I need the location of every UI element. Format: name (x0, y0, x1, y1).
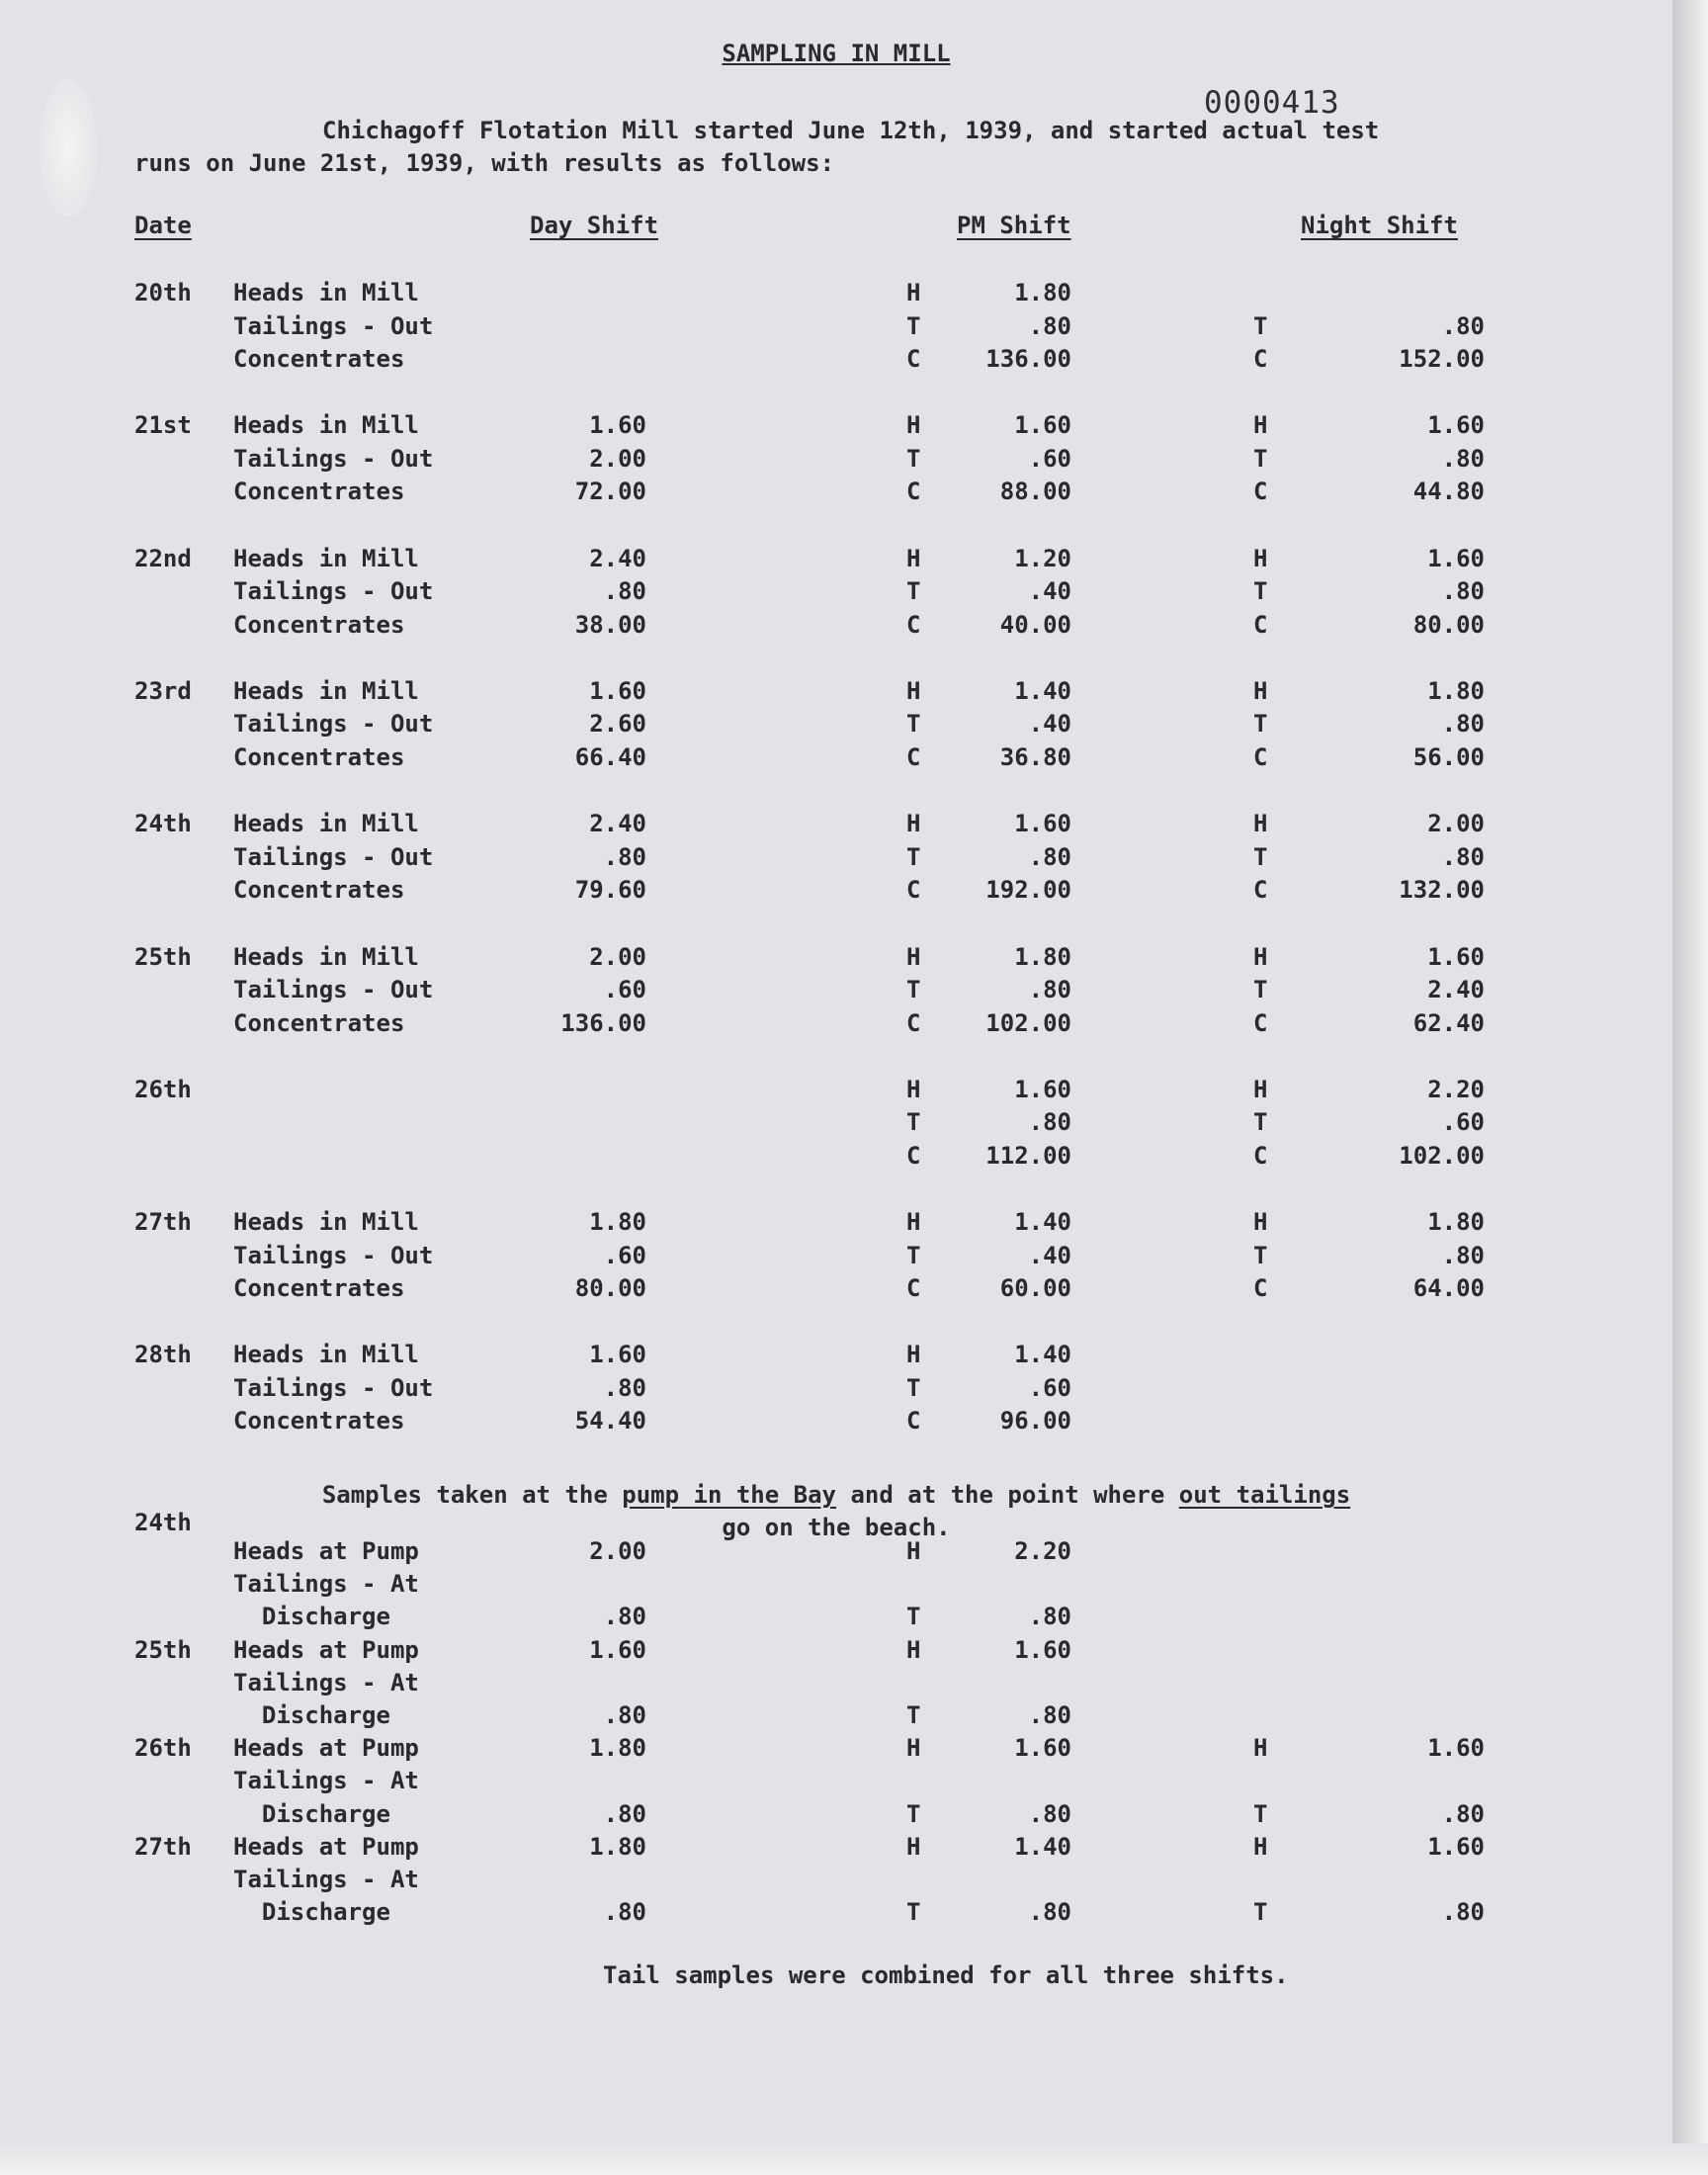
day-shift-value: 1.60 (589, 1635, 646, 1664)
pm-shift-value: .80 (1028, 1799, 1071, 1828)
label-cell: Tailings - Out (233, 1373, 434, 1402)
label-cell: Discharge (233, 1898, 390, 1927)
pm-shift-value: 1.80 (1014, 279, 1071, 306)
label-cell: Tailings - Out (233, 311, 434, 340)
table-row (0, 545, 1672, 577)
pm-shift-value: 102.00 (985, 1008, 1071, 1037)
pm-shift-value: .60 (1028, 1373, 1071, 1402)
pm-shift-value: 88.00 (999, 478, 1071, 506)
pm-shift-value: 192.00 (985, 876, 1071, 905)
night-shift-value: .80 (1441, 1898, 1485, 1927)
night-shift-code: C (1253, 1008, 1268, 1037)
pm-shift-code: C (906, 1407, 921, 1436)
night-shift-code: H (1253, 1832, 1268, 1861)
pm-shift-value: .80 (1028, 1108, 1071, 1137)
night-shift-value: .80 (1441, 311, 1485, 340)
table-row (0, 876, 1672, 909)
night-shift-code: T (1253, 710, 1268, 739)
pm-shift-code: H (906, 1635, 921, 1664)
label-cell: Heads in Mill (233, 411, 419, 440)
day-shift-value: .80 (603, 577, 646, 606)
pm-shift-code: H (906, 279, 921, 306)
day-shift-value: 72.00 (574, 478, 646, 506)
night-shift-value: 62.40 (1412, 1008, 1485, 1037)
label-cell: Heads at Pump (233, 1635, 419, 1664)
date-cell: 28th (134, 1341, 192, 1369)
table-row (0, 577, 1672, 610)
label-cell: Tailings - At (233, 1668, 419, 1696)
label-cell: Concentrates (233, 610, 405, 639)
table-row (0, 1636, 1672, 1669)
document-number: 0000413 (1204, 85, 1340, 121)
pm-shift-value: 1.60 (1014, 1734, 1071, 1763)
night-shift-code: C (1253, 1141, 1268, 1170)
night-shift-code: T (1253, 311, 1268, 340)
table-row (0, 1833, 1672, 1866)
pm-shift-value: .80 (1028, 842, 1071, 871)
pm-shift-value: .40 (1028, 710, 1071, 739)
day-shift-value: .60 (603, 976, 646, 1003)
label-cell: Heads in Mill (233, 810, 419, 838)
page-edge-right (1672, 0, 1708, 2175)
pm-shift-code: T (906, 710, 921, 739)
night-shift-value: 1.60 (1427, 544, 1485, 572)
header-night-shift: Night Shift (1301, 212, 1458, 239)
night-shift-code: T (1253, 1799, 1268, 1828)
night-shift-value: 102.00 (1399, 1141, 1485, 1170)
pm-shift-code: H (906, 1537, 921, 1565)
pm-shift-value: .80 (1028, 1898, 1071, 1927)
night-shift-value: 1.60 (1427, 411, 1485, 440)
night-shift-value: .80 (1441, 842, 1485, 871)
day-shift-value: 79.60 (574, 876, 646, 905)
table-row (0, 1570, 1672, 1603)
night-shift-code: H (1253, 1734, 1268, 1763)
label-cell: Heads at Pump (233, 1537, 419, 1565)
table-row (0, 1734, 1672, 1767)
pm-shift-code: H (906, 1208, 921, 1237)
label-cell: Tailings - At (233, 1570, 419, 1599)
night-shift-code: H (1253, 544, 1268, 572)
pm-shift-code: C (906, 1274, 921, 1303)
day-shift-value: .80 (603, 1799, 646, 1828)
pm-shift-code: C (906, 1008, 921, 1037)
night-shift-value: 1.80 (1427, 1208, 1485, 1237)
table-row (0, 943, 1672, 976)
day-shift-value: .80 (603, 842, 646, 871)
night-shift-code: H (1253, 1208, 1268, 1237)
label-cell: Concentrates (233, 1407, 405, 1436)
paper-stain (40, 79, 97, 218)
date-cell: 24th (134, 810, 192, 838)
pm-shift-value: 1.20 (1014, 544, 1071, 572)
table-row (0, 1407, 1672, 1439)
label-cell: Heads at Pump (233, 1734, 419, 1763)
label-cell: Discharge (233, 1603, 390, 1631)
table-row (0, 743, 1672, 776)
label-cell: Tailings - Out (233, 577, 434, 606)
night-shift-code: C (1253, 1274, 1268, 1303)
date-cell: 20th (134, 279, 192, 306)
night-shift-code: T (1253, 444, 1268, 473)
pm-shift-value: 1.60 (1014, 411, 1071, 440)
night-shift-code: T (1253, 1898, 1268, 1927)
label-cell: Heads in Mill (233, 544, 419, 572)
intro-paragraph (134, 115, 1538, 180)
table-row (0, 611, 1672, 644)
pm-shift-code: T (906, 577, 921, 606)
pm-shift-value: 1.80 (1014, 942, 1071, 971)
pm-shift-code: H (906, 544, 921, 572)
label-cell: Heads in Mill (233, 676, 419, 705)
night-shift-value: 56.00 (1412, 742, 1485, 771)
table-row (0, 1898, 1672, 1931)
pm-shift-value: 36.80 (999, 742, 1071, 771)
pm-shift-value: 60.00 (999, 1274, 1071, 1303)
pm-shift-code: H (906, 1832, 921, 1861)
table-row (0, 1341, 1672, 1373)
label-cell: Tailings - Out (233, 444, 434, 473)
date-cell: 26th (134, 1075, 192, 1103)
night-shift-value: 2.20 (1427, 1075, 1485, 1103)
night-shift-value: 1.60 (1427, 942, 1485, 971)
day-shift-value: 2.00 (589, 942, 646, 971)
table-row (0, 976, 1672, 1008)
table-row (0, 1108, 1672, 1141)
pm-shift-code: T (906, 842, 921, 871)
night-shift-code: T (1253, 842, 1268, 871)
table-row (0, 478, 1672, 510)
label-cell: Tailings - Out (233, 710, 434, 739)
night-shift-value: 1.60 (1427, 1832, 1485, 1861)
pm-shift-value: 1.60 (1014, 810, 1071, 838)
day-shift-value: 2.40 (589, 544, 646, 572)
day-shift-value: .60 (603, 1241, 646, 1269)
pm-shift-value: .40 (1028, 577, 1071, 606)
label-cell: Tailings - At (233, 1866, 419, 1893)
pm-shift-value: 96.00 (999, 1407, 1071, 1436)
day-shift-value: 1.80 (589, 1208, 646, 1237)
day-shift-value: 1.60 (589, 676, 646, 705)
header-date: Date (134, 212, 192, 239)
label-cell: Tailings - Out (233, 1241, 434, 1269)
label-cell: Heads in Mill (233, 1341, 419, 1369)
label-cell: Concentrates (233, 345, 405, 373)
pm-shift-value: 1.40 (1014, 1832, 1071, 1861)
date-cell: 25th (134, 1635, 192, 1664)
pm-shift-value: 1.40 (1014, 1208, 1071, 1237)
night-shift-code: T (1253, 1241, 1268, 1269)
day-shift-value: 54.40 (574, 1407, 646, 1436)
night-shift-value: .80 (1441, 710, 1485, 739)
table-row (0, 1208, 1672, 1241)
note-out-tailings: out tailings (1178, 1481, 1351, 1509)
table-row (0, 710, 1672, 742)
table-row (0, 1142, 1672, 1174)
day-shift-value: 2.00 (589, 444, 646, 473)
pm-shift-code: T (906, 976, 921, 1003)
night-shift-code: C (1253, 478, 1268, 506)
note-line-1: Samples taken at the pump in the Bay and at the point where out tailings (321, 1481, 1351, 1509)
pm-shift-code: C (906, 876, 921, 905)
table-row (0, 445, 1672, 478)
footer-note: Tail samples were combined for all three shifts. (603, 1961, 1289, 1989)
date-cell: 27th (134, 1832, 192, 1861)
day-shift-value: 1.80 (589, 1734, 646, 1763)
pm-shift-value: .80 (1028, 311, 1071, 340)
pm-shift-value: 1.40 (1014, 676, 1071, 705)
pm-shift-value: .60 (1028, 444, 1071, 473)
label-cell: Concentrates (233, 1008, 405, 1037)
night-shift-value: 132.00 (1399, 876, 1485, 905)
label-cell: Tailings - Out (233, 842, 434, 871)
pm-shift-value: 1.40 (1014, 1341, 1071, 1369)
date-cell: 21st (134, 411, 192, 440)
night-shift-value: 64.00 (1412, 1274, 1485, 1303)
label-cell: Concentrates (233, 478, 405, 506)
pm-shift-code: H (906, 810, 921, 838)
pm-shift-code: C (906, 610, 921, 639)
night-shift-code: T (1253, 976, 1268, 1003)
day-shift-value: 66.40 (574, 742, 646, 771)
night-shift-code: H (1253, 411, 1268, 440)
table-row (0, 810, 1672, 842)
page-edge-bottom (0, 2143, 1708, 2175)
day-shift-value: 1.60 (589, 1341, 646, 1369)
pm-shift-code: T (906, 444, 921, 473)
day-shift-value: 2.00 (589, 1537, 646, 1565)
night-shift-code: T (1253, 577, 1268, 606)
table-row (0, 1767, 1672, 1799)
table-row (0, 843, 1672, 876)
night-shift-code: C (1253, 876, 1268, 905)
date-cell: 22nd (134, 544, 192, 572)
pm-shift-code: H (906, 1341, 921, 1369)
night-shift-code: C (1253, 610, 1268, 639)
pm-shift-code: C (906, 742, 921, 771)
table-row (0, 1076, 1672, 1108)
pm-shift-code: T (906, 1241, 921, 1269)
label-cell: Heads in Mill (233, 942, 419, 971)
label-cell: Heads at Pump (233, 1832, 419, 1861)
table-row (0, 1701, 1672, 1734)
pm-shift-value: .80 (1028, 1701, 1071, 1729)
day-shift-value: 2.60 (589, 710, 646, 739)
label-cell: Tailings - Out (233, 976, 434, 1003)
pm-shift-code: T (906, 1603, 921, 1631)
pm-shift-code: T (906, 1898, 921, 1927)
night-shift-value: .80 (1441, 577, 1485, 606)
pm-shift-code: H (906, 411, 921, 440)
night-shift-code: T (1253, 1108, 1268, 1137)
day-shift-value: .80 (603, 1373, 646, 1402)
label-cell: Concentrates (233, 742, 405, 771)
day-shift-value: 2.40 (589, 810, 646, 838)
night-shift-value: .80 (1441, 1799, 1485, 1828)
date-cell: 26th (134, 1734, 192, 1763)
pm-shift-code: C (906, 345, 921, 373)
day-shift-value: .80 (603, 1701, 646, 1729)
night-shift-value: 1.80 (1427, 676, 1485, 705)
page-title: SAMPLING IN MILL (722, 40, 951, 67)
table-row (0, 312, 1672, 345)
header-pm-shift: PM Shift (957, 212, 1071, 239)
table-row (0, 1242, 1672, 1274)
night-shift-value: .80 (1441, 444, 1485, 473)
label-cell: Heads in Mill (233, 279, 419, 306)
pm-shift-value: 1.60 (1014, 1075, 1071, 1103)
date-cell: 23rd (134, 676, 192, 705)
night-shift-code: C (1253, 742, 1268, 771)
pm-shift-value: 1.60 (1014, 1635, 1071, 1664)
day-shift-value: 38.00 (574, 610, 646, 639)
night-shift-value: 1.60 (1427, 1734, 1485, 1763)
night-shift-value: 44.80 (1412, 478, 1485, 506)
pm-shift-code: T (906, 1373, 921, 1402)
pm-shift-code: H (906, 1734, 921, 1763)
table-row (0, 411, 1672, 444)
table-row (0, 1866, 1672, 1898)
pm-shift-code: C (906, 1141, 921, 1170)
night-shift-code: H (1253, 1075, 1268, 1103)
day-shift-value: .80 (603, 1898, 646, 1927)
header-day-shift: Day Shift (530, 212, 659, 239)
date-cell: 24th (134, 1509, 192, 1536)
table-row (0, 1603, 1672, 1635)
label-cell: Concentrates (233, 876, 405, 905)
pm-shift-value: .40 (1028, 1241, 1071, 1269)
label-cell: Discharge (233, 1701, 390, 1729)
label-cell: Tailings - At (233, 1767, 419, 1795)
night-shift-code: C (1253, 345, 1268, 373)
label-cell: Heads in Mill (233, 1208, 419, 1237)
pm-shift-value: .80 (1028, 976, 1071, 1003)
day-shift-value: 1.80 (589, 1832, 646, 1861)
night-shift-value: 80.00 (1412, 610, 1485, 639)
pm-shift-code: T (906, 1108, 921, 1137)
pm-shift-value: 40.00 (999, 610, 1071, 639)
pm-shift-code: H (906, 942, 921, 971)
pm-shift-code: H (906, 1075, 921, 1103)
pm-shift-value: 136.00 (985, 345, 1071, 373)
day-shift-value: .80 (603, 1603, 646, 1631)
table-row (0, 345, 1672, 378)
pm-shift-code: T (906, 311, 921, 340)
pm-shift-code: T (906, 1799, 921, 1828)
pm-shift-value: .80 (1028, 1603, 1071, 1631)
table-row (0, 279, 1672, 311)
pm-shift-code: H (906, 676, 921, 705)
label-cell: Concentrates (233, 1274, 405, 1303)
pm-shift-code: C (906, 478, 921, 506)
table-row (0, 1669, 1672, 1701)
night-shift-code: H (1253, 676, 1268, 705)
table-row (0, 1800, 1672, 1833)
day-shift-value: 136.00 (560, 1008, 646, 1037)
label-cell: Discharge (233, 1799, 390, 1828)
pm-shift-value: 2.20 (1014, 1537, 1071, 1565)
night-shift-value: 152.00 (1399, 345, 1485, 373)
night-shift-code: H (1253, 942, 1268, 971)
pm-shift-code: T (906, 1701, 921, 1729)
note-pump-in-bay: pump in the Bay (622, 1481, 836, 1509)
table-row (0, 1374, 1672, 1407)
day-shift-value: 1.60 (589, 411, 646, 440)
table-row (0, 1537, 1672, 1570)
date-cell: 25th (134, 942, 192, 971)
night-shift-value: .80 (1441, 1241, 1485, 1269)
table-row (0, 1009, 1672, 1042)
table-row (0, 677, 1672, 710)
day-shift-value: 80.00 (574, 1274, 646, 1303)
night-shift-value: 2.40 (1427, 976, 1485, 1003)
note-line-2: go on the beach. (722, 1514, 951, 1541)
table-row (0, 1274, 1672, 1307)
night-shift-value: .60 (1441, 1108, 1485, 1137)
pm-shift-value: 112.00 (985, 1141, 1071, 1170)
date-cell: 27th (134, 1208, 192, 1237)
intro-line-1: Chichagoff Flotation Mill started June 12th, 1939, and started actual test (322, 117, 1380, 144)
intro-line-2: runs on June 21st, 1939, with results as follows: (134, 149, 835, 177)
night-shift-value: 2.00 (1427, 810, 1485, 838)
night-shift-code: H (1253, 810, 1268, 838)
